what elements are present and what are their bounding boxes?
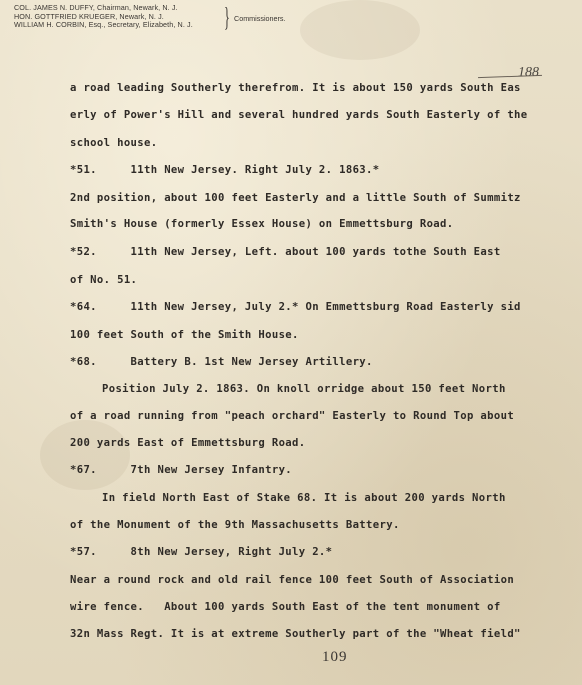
text-line: *68. Battery B. 1st New Jersey Artillery. <box>70 356 373 368</box>
paper-stain <box>300 0 420 60</box>
footer-page-number: 109 <box>322 649 348 665</box>
text-line: of No. 51. <box>70 274 138 286</box>
text-line: 2nd position, about 100 feet Easterly and a little South of Summitz <box>70 192 521 204</box>
text-line: In field North East of Stake 68. It is about 200 yards North <box>102 492 506 504</box>
text-line: *52. 11th New Jersey, Left. about 100 yards tothe South East <box>70 246 501 258</box>
text-line: *57. 8th New Jersey, Right July 2.* <box>70 546 333 558</box>
handwritten-page-number: 188 <box>518 65 539 80</box>
letterhead <box>14 4 193 30</box>
text-line: 32n Mass Regt. It is at extreme Southerly part of the "Wheat field" <box>70 628 521 640</box>
letterhead-commissioners: Commissioners. <box>234 14 286 23</box>
text-line: Near a round rock and old rail fence 100 feet South of Association <box>70 574 515 586</box>
text-line: *51. 11th New Jersey. Right July 2. 1863.* <box>70 164 380 176</box>
text-line: of a road running from "peach orchard" Easterly to Round Top about <box>70 410 515 422</box>
text-line: *67. 7th New Jersey Infantry. <box>70 464 293 476</box>
paper-stain <box>40 420 130 490</box>
text-line: of the Monument of the 9th Massachusetts Battery. <box>70 519 400 531</box>
text-line: 200 yards East of Emmettsburg Road. <box>70 437 306 449</box>
text-line: Smith's House (formerly Essex House) on Emmettsburg Road. <box>70 218 454 230</box>
text-line: a road leading Southerly therefrom. It is about 150 yards South Eas <box>70 82 521 94</box>
text-line: *64. 11th New Jersey, July 2.* On Emmettsburg Road Easterly sid <box>70 301 521 313</box>
brace-glyph: } <box>224 2 230 32</box>
text-line: Position July 2. 1863. On knoll orridge about 150 feet North <box>102 383 506 395</box>
letterhead-chairman: COL. JAMES N. DUFFY, Chairman, Newark, N. J. <box>14 3 178 12</box>
text-line: erly of Power's Hill and several hundred yards South Easterly of the <box>70 109 528 121</box>
letterhead-member: HON. GOTTFRIED KRUEGER, Newark, N. J. <box>14 11 164 21</box>
letterhead-secretary: WILLIAM H. CORBIN, Esq., Secretary, Elizabeth, N. J. <box>14 20 193 30</box>
text-line: wire fence. About 100 yards South East of the tent monument of <box>70 601 501 613</box>
text-line: 100 feet South of the Smith House. <box>70 329 299 341</box>
text-line: school house. <box>70 137 158 149</box>
